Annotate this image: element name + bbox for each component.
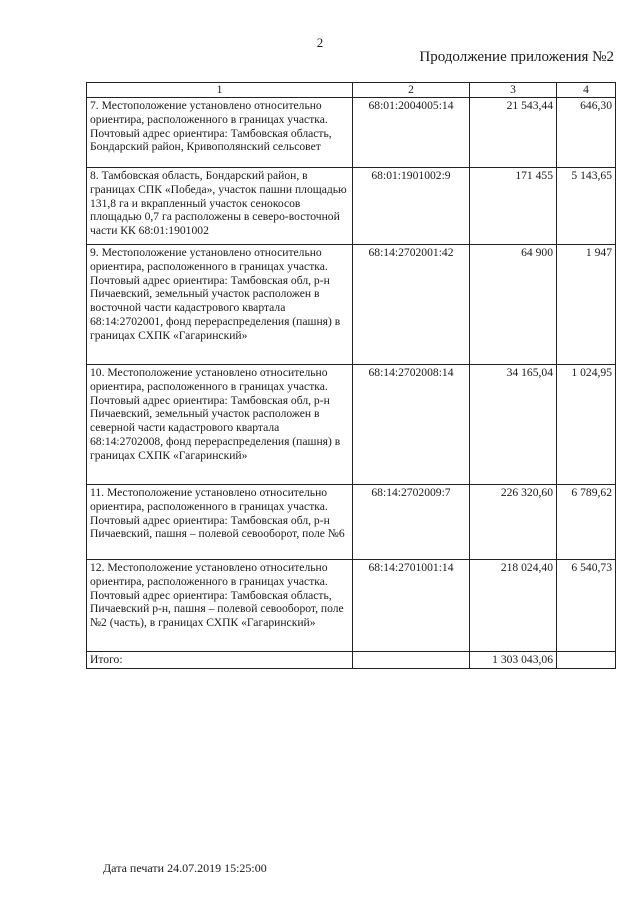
plot-area: 64 900: [470, 245, 557, 365]
cadastral-number: 68:14:2701001:14: [353, 560, 470, 652]
plot-value: 1 024,95: [557, 365, 616, 485]
plot-area: 226 320,60: [470, 485, 557, 560]
table-row: [87, 485, 616, 560]
header-col-3: 3: [470, 83, 557, 98]
total-area: 1 303 043,06: [470, 652, 557, 669]
header-col-1: 1: [87, 83, 353, 98]
table-header-row: [87, 83, 616, 98]
total-cadastral: [353, 652, 470, 669]
plot-area: 21 543,44: [470, 98, 557, 168]
cadastral-number: 68:01:2004005:14: [353, 98, 470, 168]
plot-value: 6 540,73: [557, 560, 616, 652]
plot-value: 6 789,62: [557, 485, 616, 560]
total-label: Итого:: [87, 652, 353, 669]
plot-area: 171 455: [470, 168, 557, 245]
print-date: Дата печати 24.07.2019 15:25:00: [103, 861, 267, 875]
plot-value: 1 947: [557, 245, 616, 365]
total-value: [557, 652, 616, 669]
page-number: 2: [316, 35, 324, 50]
plot-description: 8. Тамбовская область, Бондарский район, в границах СПК «Победа», участок пашни площадью 131,8 га и вкрапленный участок сенокосов площадью 0,7 га расположены в северо-восточной части КК 68:01:1901002: [87, 168, 353, 245]
table-row: [87, 98, 616, 168]
plot-description: 12. Местоположение установлено относительно ориентира, расположенного в границах участка. Почтовый адрес ориентира: Тамбовская область, Пичаевский р-н, пашня – полевой севооборот, поле №2 (часть), в границах СХПК «Гагаринский»: [87, 560, 353, 652]
cadastral-number: 68:14:2702001:42: [353, 245, 470, 365]
continuation-title: Продолжение приложения №2: [419, 49, 614, 65]
header-col-4: 4: [557, 83, 616, 98]
table-row: [87, 168, 616, 245]
land-plots-table: [86, 82, 616, 669]
plot-area: 34 165,04: [470, 365, 557, 485]
table-row: [87, 245, 616, 365]
cadastral-number: 68:01:1901002:9: [353, 168, 470, 245]
plot-description: 7. Местоположение установлено относительно ориентира, расположенного в границах участка. Почтовый адрес ориентира: Тамбовская область, Бондарский район, Кривополянский сельсовет: [87, 98, 353, 168]
plot-area: 218 024,40: [470, 560, 557, 652]
cadastral-number: 68:14:2702009:7: [353, 485, 470, 560]
plot-description: 9. Местоположение установлено относительно ориентира, расположенного в границах участка. Почтовый адрес ориентира: Тамбовская обл, р-н Пичаевский, земельный участок расположен в восточной части кадастрового квартала 68:14:2702001, фонд перераспределения (пашня) в границах СХПК «Гагаринский»: [87, 245, 353, 365]
table-row: [87, 560, 616, 652]
cadastral-number: 68:14:2702008:14: [353, 365, 470, 485]
plot-value: 646,30: [557, 98, 616, 168]
plot-value: 5 143,65: [557, 168, 616, 245]
plot-description: 11. Местоположение установлено относительно ориентира, расположенного в границах участка. Почтовый адрес ориентира: Тамбовская обл, р-н Пичаевский, пашня – полевой севооборот, поле №6: [87, 485, 353, 560]
table-row: [87, 365, 616, 485]
total-row: [87, 652, 616, 669]
header-col-2: 2: [353, 83, 470, 98]
plot-description: 10. Местоположение установлено относительно ориентира, расположенного в границах участка. Почтовый адрес ориентира: Тамбовская обл, р-н Пичаевский, земельный участок расположен в северной части кадастрового квартала 68:14:2702008, фонд перераспределения (пашня) в границах СХПК «Гагаринский»: [87, 365, 353, 485]
